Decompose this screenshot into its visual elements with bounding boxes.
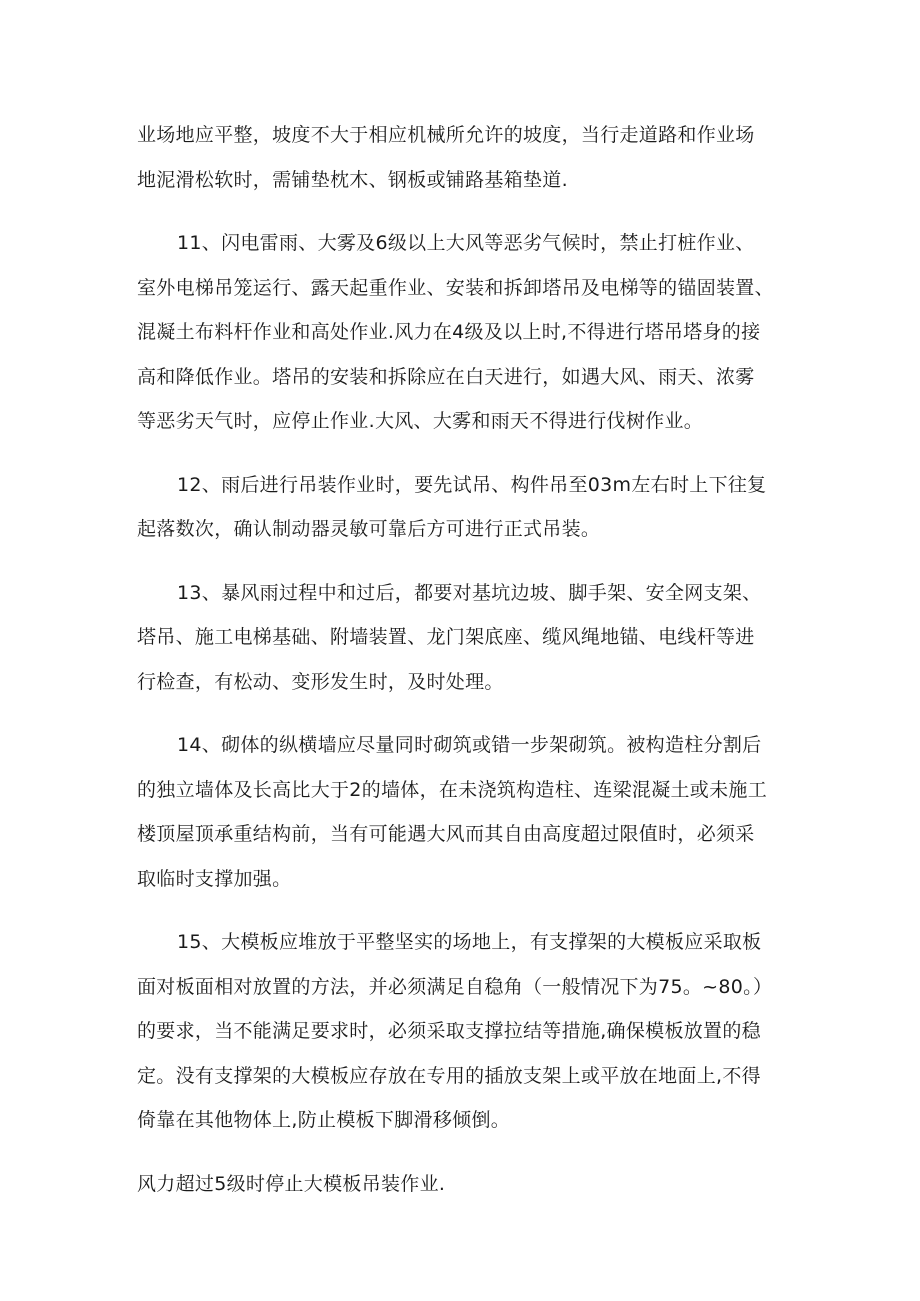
text-line: 起落数次，确认制动器灵敏可靠后方可进行正式吊装。 [137,518,601,540]
text-line: 塔吊、施工电梯基础、附墙装置、龙门架底座、缆风绳地锚、电线杆等进 [137,626,755,648]
text-line: 面对板面相对放置的方法，并必须满足自稳角（一般情况下为75。~80。） [137,975,773,998]
text-line: 混凝土布料杆作业和高处作业.风力在4级及以上时,不得进行塔吊塔身的接 [137,321,761,343]
text-line: 楼顶屋顶承重结构前，当有可能遇大风而其自由高度超过限值时，必须采 [137,823,755,845]
text-line: 取临时支撑加强。 [137,867,292,890]
text-line: 行检查，有松动、变形发生时，及时处理。 [137,670,504,693]
text-line: 12、雨后进行吊装作业时，要先试吊、构件吊至03m左右时上下往复 [177,473,767,496]
text-line: 14、砌体的纵横墙应尽量同时砌筑或错一步架砌筑。被构造柱分割后 [177,734,762,756]
document-body [137,113,797,1206]
text-line: 的要求，当不能满足要求时，必须采取支撑拉结等措施,确保模板放置的稳 [137,1020,761,1042]
text-line: 倚靠在其他物体上,防止模板下脚滑移倾倒。 [137,1109,511,1131]
text-line: 室外电梯吊笼运行、露天起重作业、安装和拆卸塔吊及电梯等的锚固装置、 [137,276,774,299]
paragraph-wind-limit [137,1162,797,1207]
text-line: 15、大模板应堆放于平整坚实的场地上，有支撑架的大模板应采取板 [177,931,762,953]
text-line: 13、暴风雨过程中和过后，都要对基坑边坡、脚手架、安全网支架、 [177,581,762,604]
paragraph-item-11 [137,221,797,444]
paragraph-item-13 [137,571,797,705]
text-line: 高和降低作业。塔吊的安装和拆除应在白天进行，如遇大风、雨天、浓雾 [137,365,755,388]
text-line: 11、闪电雷雨、大雾及6级以上大风等恶劣气候时，禁止打桩作业、 [177,232,755,254]
text-line: 业场地应平整，坡度不大于相应机械所允许的坡度，当行走道路和作业场 [137,124,755,146]
text-line: 等恶劣天气时，应停止作业.大风、大雾和雨天不得进行伐树作业。 [137,410,704,432]
text-line: 地泥滑松软时，需铺垫枕木、钢板或铺路基箱垫道. [137,168,568,191]
paragraph-item-14 [137,723,797,901]
paragraph-item-15 [137,920,797,1143]
text-line: 风力超过5级时停止大模板吊装作业. [137,1172,446,1195]
text-line: 定。没有支撑架的大模板应存放在专用的插放支架上或平放在地面上,不得 [137,1064,761,1087]
text-line: 的独立墙体及长高比大于2的墙体，在未浇筑构造柱、连梁混凝土或未施工 [137,778,767,801]
paragraph-item-12 [137,463,797,552]
paragraph-continuation [137,113,797,202]
